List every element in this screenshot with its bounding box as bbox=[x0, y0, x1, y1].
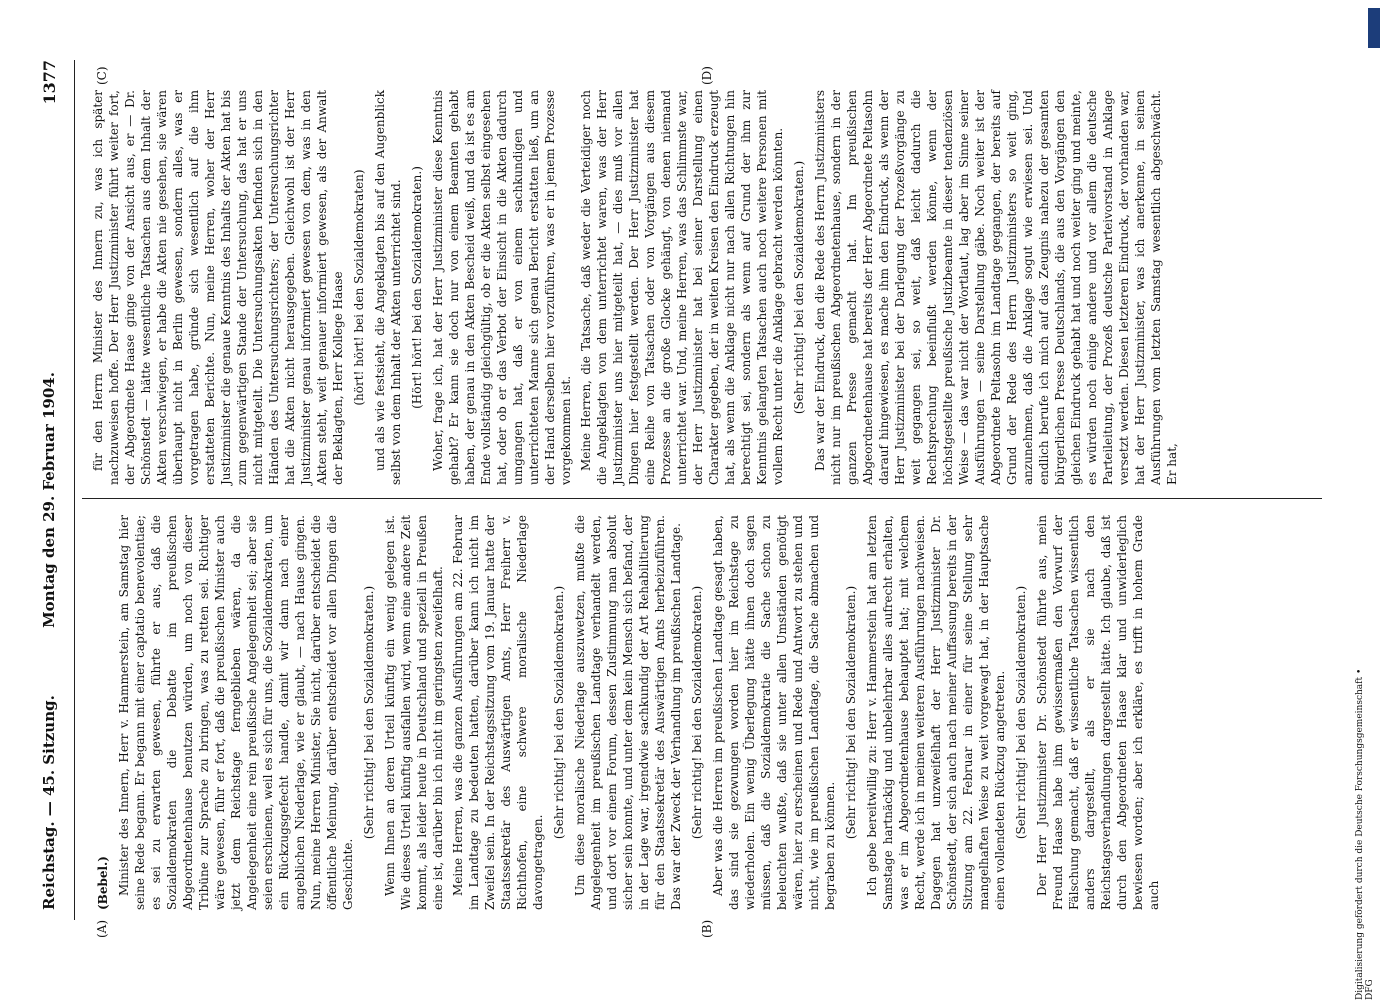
paragraph: und als wie festsieht, die Angeklagten bis auf den Augenblick selbst von dem Inhalt der Akten unterrichtet sind. bbox=[373, 90, 403, 485]
right-column bbox=[90, 90, 1184, 485]
column-divider bbox=[82, 498, 1322, 499]
paragraph: Um diese moralische Niederlage auszuwetzen, mußte die Angelegenheit im preußischen Landtage verhandelt werden, und dort vor einem Forum, dessen Zustimmung man absolut sicher sein konnte, und unter dem kein Mensch sich befand, der in der Lage war, irgendwie sachkundig der Art Rehabilitierung für den Staatssekretär des Auswärtigen Amts herbeizuführen. Das war der Zweck der Verhandlung im preußischen Landtage. bbox=[573, 515, 683, 910]
margin-marker-c: (C) bbox=[95, 66, 109, 85]
paragraph: Minister des Innern, Herr v. Hammerstein, am Samstag hier seine Rede begann. Er begann mit einer captatio benevolentiae; es sei zu erwarten gewesen, führte er aus, daß die Sozialdemokraten die Debatte im preußischen Abgeordnetenhause benutzen würden, um noch von dieser Tribüne zur Sprache zu bringen, was zu retten sei. Richtiger wäre gewesen, führ er fort, daß die preußischen Minister auch jetzt dem Reichstage ferngeblieben wären, da die Angelegenheit eine rein preußische Angelegenheit sei; aber sie seien erschienen, weil es sich für uns, die Sozialdemokraten, um ein Rückzugsgefecht handle, damit wir dann nach einer angeblichen Niederlage, wie er glaubt, — nach Hause gingen. Nun, meine Herren Minister, Sie nicht, darüber entscheidet die öffentliche Meinung, darüber entscheidet vor allen Dingen die Geschichte. bbox=[117, 515, 355, 910]
interjection: (Sehr richtig! bei den Sozialdemokraten.) bbox=[844, 585, 858, 840]
interjection: (Hört! hört! bei den Sozialdemokraten.) bbox=[410, 166, 424, 409]
interjection: (hört! hört! bei den Sozialdemokraten) bbox=[352, 169, 366, 406]
interjection: (Sehr richtig! bei den Sozialdemokraten.) bbox=[362, 585, 376, 840]
paragraph: Meine Herren, die Tatsache, daß weder die Verteidiger noch die Angeklagten von dem unterrichtet waren, was der Herr Justizminister uns hier mitgeteilt hat, — dies muß vor allen Dingen hier festgestellt werden. Der Herr Justizminister hat eine Reihe von Tatsachen oder von Vorgängen aus diesem Prozesse an die große Glocke gehängt, von denen niemand unterrichtet war. Und, meine Herren, was das Schlimmste war, der Herr Justizminister hat bei seiner Darstellung einen Charakter gegeben, der in weiten Kreisen den Eindruck erzeugt hat, als wenn die Anklage nicht nur nach allen Richtungen hin berechtigt sei, sondern als wenn auf Grund der ihm zur Kenntnis gelangten Tatsachen auch noch weitere Personen mit vollem Recht unter die Anklage gebracht werden könnten. bbox=[579, 90, 785, 485]
dfg-logo bbox=[1368, 8, 1380, 48]
paragraph: Das war der Eindruck, den die Rede des Herrn Justizministers nicht nur im preußischen Abgeordnetenhause, sondern in der ganzen Presse gemacht hat. Im preußischen Abgeordnetenhause hat bereits der Herr Abgeordnete Peltasohn darauf hingewiesen, es mache ihm den Eindruck, als wenn der Herr Justizminister bei der Darlegung der Prozeßvorgänge zu weit gegangen sei, so weit, daß leicht dadurch die Rechtsprechung beeinflußt werden könne, wenn der höchstgestellte preußische Justizbeamte in dieser tendenziösen Weise — das war nicht der Wortlaut, lag aber im Sinne seiner Ausführungen — seine Darstellung gäbe. Noch weiter ist der Abgeordnete Peltasohn im Landtage gegangen, der bereits auf Grund der Rede des Herrn Justizministers so weit ging, anzunehmen, daß die Anklage sogut wie erwiesen sei. Und endlich berufe ich mich auf das Zeugnis nahezu der gesamten bürgerlichen Presse Deutschlands, die aus den Vorgängen den gleichen Eindruck gehabt hat und noch weiter ging und meinte, es würden noch einige andere und vor allem die deutsche Parteileitung, der Prozeß deutsche Parteivorstand in Anklage versetzt werden. Diesen letzteren Eindruck, der vorhanden war, hat der Herr Justizminister, was ich anerkenne, in seinen Ausführungen vom letzten Samstag wesentlich abgeschwächt. Er hat, bbox=[813, 90, 1179, 485]
header-left: Reichstag. — 45. Sitzung. bbox=[40, 695, 58, 910]
paragraph: Wenn Ihnen an deren Urteil künftig ein wenig gelegen ist. Wie dieses Urteil künftig ausfallen wird, wenn eine andere Zeit kommt, als leider heute in Deutschland und speziell in Preußen eine ist, darüber bin ich nicht im geringsten zweifelhaft. bbox=[383, 515, 445, 910]
paragraph: Meine Herren, was die ganzen Ausführungen am 22. Februar im Landtage zu bedeuten hatten, darüber kann ich nicht im Zweifel sein. In der Reichstagssitzung vom 19. Januar hatte der Staatssekretär des Auswärtigen Amts, Herr Freiherr v. Richthofen, eine schwere moralische Niederlage davongetragen. bbox=[451, 515, 545, 910]
header-date: Montag den 29. Februar 1904. bbox=[40, 372, 58, 628]
page-header bbox=[40, 0, 70, 1000]
paragraph: Aber was die Herren im preußischen Landtage gesagt haben, das sind sie gezwungen worden hier im Reichstage zu wiederholen. Ein wenig Überlegung hätte ihnen doch sagen müssen, daß die Sozialdemokratie die Sache schon zu beleuchten wußte, daß sie unter allen Umständen genötigt wären, hier zu erscheinen und Rede und Antwort zu stehen und nicht, wie im preußischen Landtage, die Sache abmachen und begraben zu können. bbox=[711, 515, 837, 910]
paragraph: für den Herrn Minister des Innern zu, was ich später nachzuweisen hoffe. Der Herr Justizminister führt weiter fort, der Abgeordnete Haase ginge von der Ansicht aus, er — Dr. Schönstedt — hätte wesentliche Tatsachen aus dem Inhalt der Akten verschwiegen, er habe die Akten nie gesehen, sie wären überhaupt nicht in Berlin gewesen, sondern alles, was er vorgetragen habe, gründe sich wesentlich auf die ihm erstatteten Berichte. Nun, meine Herren, woher der Herr Justizminister die genaue Kenntnis des Inhalts der Akten hat bis zum gegenwärtigen Stande der Untersuchung, das hat er uns nicht mitgeteilt. Die Untersuchungsakten befinden sich in den Händen des Untersuchungsrichters; der Untersuchungsrichter hat die Akten nicht herausgegeben. Gleichwohl ist der Herr Justizminister genau informiert gewesen von dem, was in den Akten steht, weit genauer informiert gewesen, als der Anwalt der Beklagten, Herr Kollege Haase bbox=[91, 90, 345, 485]
page-number: 1377 bbox=[40, 60, 59, 105]
paragraph: Ich gebe bereitwillig zu: Herr v. Hammerstein hat am letzten Samstage hartnäckig und unbelehrbar alles aufrecht erhalten, was er im Abgeordnetenhause behauptet hat; mit welchem Recht, werde ich in meinen weiteren Ausführungen nachweisen. Dagegen hat unzweifelhaft der Herr Justizminister Dr. Schönstedt, der sich auch nach meiner Auffassung bereits in der Sitzung am 22. Februar in einer für seine Stellung sehr mangelhaften Weise zu weit vorgewagt hat, in der Hauptsache einen vollendeten Rückzug angetreten. bbox=[865, 515, 1007, 910]
interjection: (Sehr richtig! bei den Sozialdemokraten.) bbox=[552, 585, 566, 840]
paragraph: Der Herr Justizminister Dr. Schönstedt führte aus, mein Freund Haase habe ihm gewissermaßen den Vorwurf der Fälschung gemacht, daß er wissentliche Tatsachen wissentlich anders dargestellt, als er sie nach den Reichstagsverhandlungen dargestellt hätte. Ich glaube, daß ist durch den Abgeordneten Haase klar und unwiderleglich bewiesen worden; aber ich erkläre, es trifft in hohem Grade auch bbox=[1035, 515, 1161, 910]
paragraph: Woher, frage ich, hat der Herr Justizminister diese Kenntnis gehabt? Er kann sie doch nur von einem Beamten gehabt haben, der genau in den Akten Bescheid weiß, und da ist es am Ende vollständig gleichgültig, ob er die Akten selbst eingesehen hat, oder ob er das Verbot der Einsicht in die Akten dadurch umgangen hat, daß er von einem sachkundigen und unterrichteten Manne sich genau Bericht erstatten ließ, um an der Hand derselben hier vorzuführen, was er in jenem Prozesse vorgekommen ist. bbox=[431, 90, 573, 485]
interjection: (Sehr richtig! bei den Sozialdemokraten.) bbox=[792, 160, 806, 415]
interjection: (Sehr richtig! bei den Sozialdemokraten.) bbox=[690, 585, 704, 840]
interjection: (Sehr richtig! bei den Sozialdemokraten.) bbox=[1014, 585, 1028, 840]
margin-marker-a: (A) bbox=[95, 919, 109, 938]
header-rule bbox=[74, 60, 75, 920]
digitization-note: Digitalisierung gefördert durch die Deutsche Forschungsgemeinschaft • DFG bbox=[1355, 668, 1375, 1000]
speaker-label: (Bebel.) bbox=[96, 856, 110, 910]
margin-marker-b: (B) bbox=[700, 919, 714, 938]
margin-marker-d: (D) bbox=[700, 66, 714, 85]
left-column bbox=[90, 515, 1166, 910]
